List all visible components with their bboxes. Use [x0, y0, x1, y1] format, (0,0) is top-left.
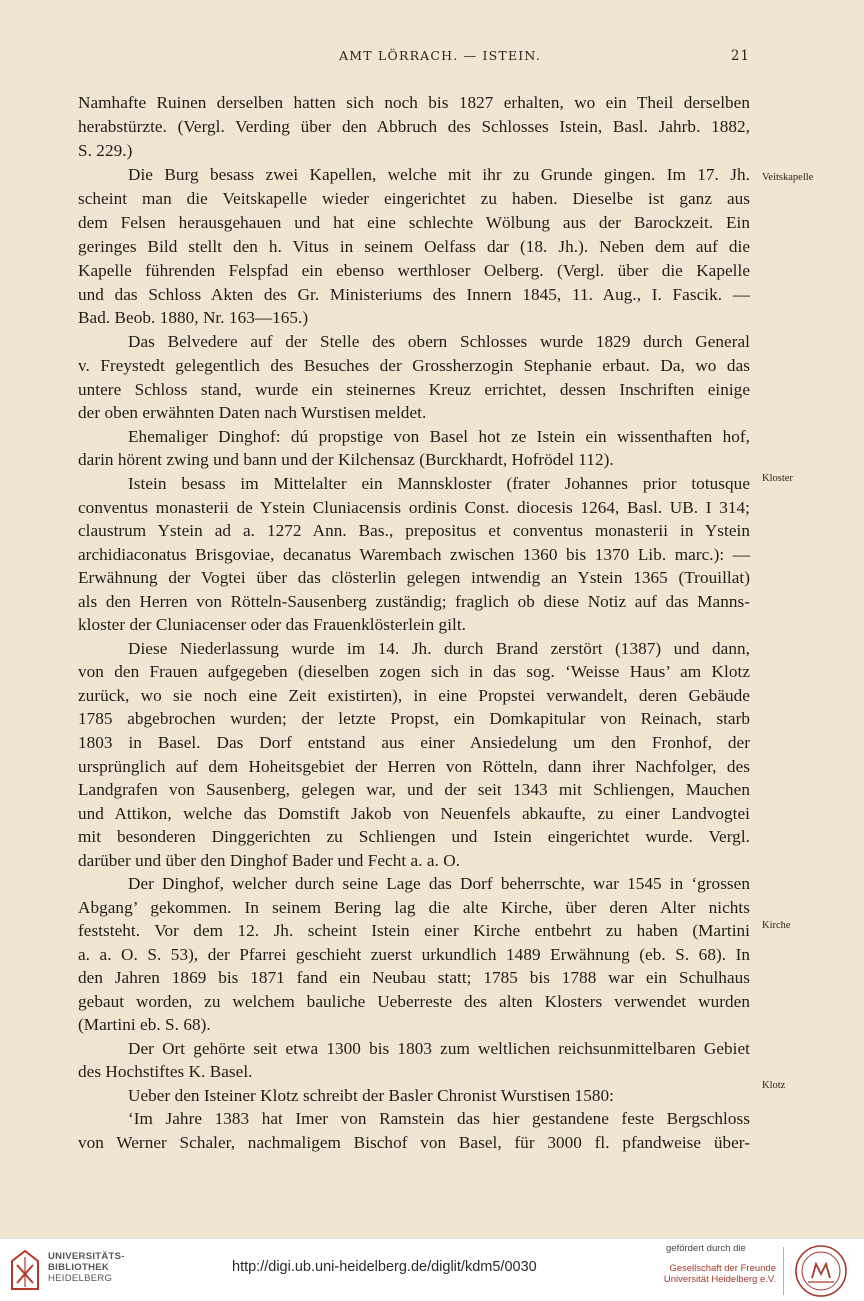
text-line: scheint man die Veitskapelle wieder eingerichtet zu haben. Dieselbe ist ganz aus: [78, 189, 750, 208]
text-line: mit besonderen Dinggerichten zu Schliengen und Istein eingerichtet wurde. Vergl.: [78, 827, 750, 846]
library-name-line: UNIVERSITÄTS-: [48, 1251, 125, 1262]
text-line: den Jahren 1869 bis 1871 fand ein Neubau statt; 1785 bis 1788 war ein Schulhaus: [78, 968, 750, 987]
text-line: gebaut worden, zu welchem bauliche Ueberreste des alten Klosters verwendet wurden: [78, 992, 750, 1011]
viewer-footer: [0, 1238, 864, 1301]
university-library-logo-icon[interactable]: [9, 1249, 41, 1291]
text-line: Namhafte Ruinen derselben hatten sich noch bis 1827 erhalten, wo ein Theil derselben: [78, 93, 750, 112]
text-line: untere Schloss stand, wurde ein steinernes Kreuz errichtet, dessen Inschriften einige: [78, 380, 750, 399]
text-line: und Attikon, welche das Domstift Jakob von Neuenfels abkaufte, zu einer Landvogtei: [78, 804, 750, 823]
text-line: von Werner Schaler, nachmaligem Bischof von Basel, für 3000 fl. pfandweise über-: [78, 1133, 750, 1152]
text-line: v. Freystedt gelegentlich des Besuches der Grossherzogin Stephanie erbaut. Da, wo das: [78, 356, 750, 375]
document-url-link[interactable]: http://digi.ub.uni-heidelberg.de/diglit/kdm5/0030: [232, 1259, 537, 1275]
text-line: 1803 in Basel. Das Dorf entstand aus einer Ansiedelung um den Fronhof, der: [78, 733, 750, 752]
running-head: [0, 48, 864, 72]
text-line: Istein besass im Mittelalter ein Mannskloster (frater Johannes prior totusque: [128, 474, 750, 493]
text-line: der oben erwähnten Daten nach Wurstisen meldet.: [78, 403, 427, 422]
text-line: kloster der Cluniacenser oder das Frauenklösterlein gilt.: [78, 615, 467, 634]
text-line: claustrum Ystein ad a. 1272 Ann. Bas., prepositus et conventus monasterii in Ystein: [78, 521, 750, 540]
text-line: von den Frauen aufgegeben (dieselben zogen sich in das sog. ‘Weisse Haus’ am Klotz: [78, 662, 750, 681]
text-line: Ehemaliger Dinghof: dú propstige von Basel hot ze Istein ein wissenthaften hof,: [128, 427, 750, 446]
text-line: Der Ort gehörte seit etwa 1300 bis 1803 zum weltlichen reichsunmittelbaren Gebiet: [128, 1039, 750, 1058]
text-line: feststeht. Vor dem 12. Jh. scheint Istein einer Kirche entbehrt zu haben (Martini: [78, 921, 750, 940]
text-line: Erwähnung der Vogtei über das clösterlin gelegen intwendig an Ystein 1365 (Trouillat): [78, 568, 750, 587]
text-line: darin hörent zwing und bann und der Kilchensaz (Burckhardt, Hofrödel 112).: [78, 450, 614, 469]
text-line: a. a. O. S. 53), der Pfarrei geschieht zuerst urkundlich 1489 Erwähnung (eb. S. 68). In: [78, 945, 750, 964]
text-line: Bad. Beob. 1880, Nr. 163—165.): [78, 308, 309, 327]
footer-divider: [783, 1247, 784, 1295]
funder-name-line: Gesellschaft der Freunde: [669, 1263, 776, 1274]
text-line: als den Herren von Rötteln-Sausenberg zuständig; fraglich ob diese Notiz auf das Manns-: [78, 592, 750, 611]
text-line: Der Dinghof, welcher durch seine Lage das Dorf beherrschte, war 1545 in ‘grossen: [128, 874, 750, 893]
text-line: 1785 abgebrochen wurden; der letzte Propst, ein Domkapitular von Reinach, starb: [78, 709, 750, 728]
text-line: Ueber den Isteiner Klotz schreibt der Basler Chronist Wurstisen 1580:: [128, 1086, 614, 1105]
text-line: Abgang’ gekommen. In seinem Bering lag die alte Kirche, über deren Alter nichts: [78, 898, 750, 917]
text-line: ursprünglich auf dem Hoheitsgebiet der Herren von Rötteln, dann ihrer Nachfolger, des: [78, 757, 750, 776]
funder-name-line: Universität Heidelberg e.V.: [663, 1274, 776, 1285]
text-line: Die Burg besass zwei Kapellen, welche mit ihr zu Grunde gingen. Im 17. Jh.: [128, 165, 750, 184]
page-number: 21: [730, 48, 750, 64]
library-name-line: BIBLIOTHEK: [48, 1262, 110, 1273]
margin-note-kloster: Kloster: [762, 473, 793, 484]
text-line: S. 229.): [78, 141, 133, 160]
text-line: herabstürzte. (Vergl. Verding über den Abbruch des Schlosses Istein, Basl. Jahrb. 1882,: [78, 117, 750, 136]
text-line: und das Schloss Akten des Gr. Ministeriums des Innern 1845, 11. Aug., I. Fascik. —: [78, 285, 750, 304]
text-line: conventus monasterii de Ystein Cluniacensis ordinis Const. diocesis 1264, Basl. UB. I 314;: [78, 498, 750, 517]
text-line: dem Felsen herausgehauen und hat eine schlechte Wölbung aus der Barockzeit. Ein: [78, 213, 750, 232]
text-line: archidiaconatus Brisgoviae, decanatus Warembach zwischen 1360 bis 1370 Lib. marc.): —: [78, 545, 750, 564]
funder-seal-icon[interactable]: [794, 1244, 848, 1298]
margin-note-kirche: Kirche: [762, 920, 791, 931]
text-line: ‘Im Jahre 1383 hat Imer von Ramstein das hier gestandene feste Bergschloss: [128, 1109, 750, 1128]
library-name-line: HEIDELBERG: [48, 1273, 113, 1284]
text-line: Landgrafen von Sausenberg, gelegen war, und der seit 1343 mit Schliengen, Mauchen: [78, 780, 750, 799]
text-line: des Hochstiftes K. Basel.: [78, 1062, 253, 1081]
margin-note-klotz: Klotz: [762, 1080, 786, 1091]
text-line: Diese Niederlassung wurde im 14. Jh. durch Brand zerstört (1387) und dann,: [128, 639, 750, 658]
text-line: Kapelle führenden Felspfad ein ebenso werthloser Oelberg. (Vergl. über die Kapelle: [78, 261, 750, 280]
margin-note-veitskapelle: Veitskapelle: [762, 172, 814, 183]
text-line: zurück, wo sie noch eine Zeit existirten), in eine Propstei verwandelt, deren Gebäude: [78, 686, 750, 705]
text-line: (Martini eb. S. 68).: [78, 1015, 211, 1034]
running-title: AMT LÖRRACH. — ISTEIN.: [339, 48, 541, 63]
text-line: darüber und über den Dinghof Bader und Fecht a. a. O.: [78, 851, 461, 870]
funded-by-label: gefördert durch die: [666, 1243, 746, 1254]
text-line: Das Belvedere auf der Stelle des obern Schlosses wurde 1829 durch General: [128, 332, 750, 351]
text-line: geringes Bild stellt den h. Vitus in seinem Oelfass dar (18. Jh.). Neben dem auf die: [78, 237, 750, 256]
